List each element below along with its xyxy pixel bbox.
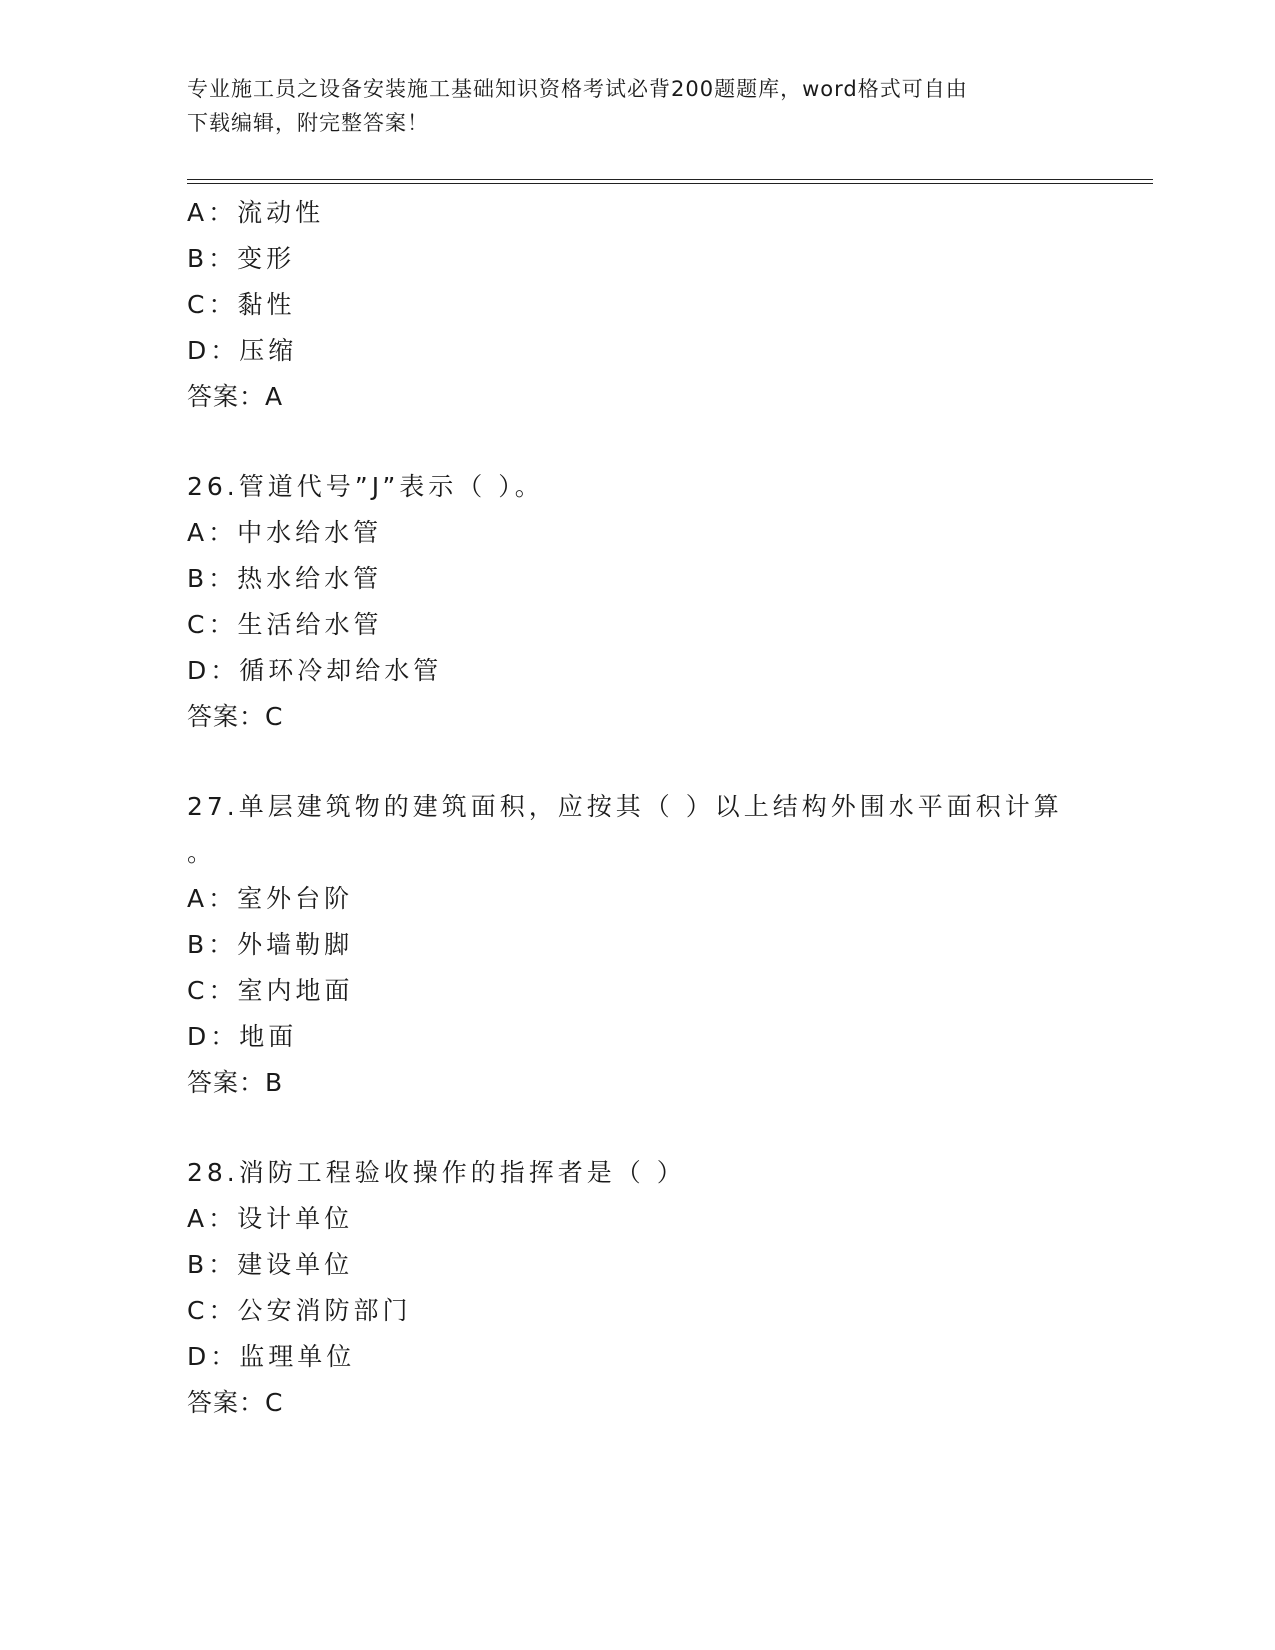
header-divider-bottom — [187, 183, 1153, 184]
header-title-line-1: 专业施工员之设备安装施工基础知识资格考试必背200题题库，word格式可自由 — [187, 77, 968, 101]
answer-line: 答案：C — [187, 702, 284, 731]
header-divider-top — [187, 179, 1153, 180]
option-d: D：压缩 — [187, 336, 298, 365]
question-stem: 28.消防工程验收操作的指挥者是（ ） — [187, 1158, 686, 1187]
question-block-28 — [187, 1150, 1137, 1426]
question-stem: 26.管道代号”J”表示（ ）。 — [187, 472, 544, 501]
question-stem: 27.单层建筑物的建筑面积，应按其（ ）以上结构外围水平面积计算 — [187, 792, 1063, 821]
option-c: C：黏性 — [187, 290, 296, 319]
option-c: C：公安消防部门 — [187, 1296, 412, 1325]
option-a: A：中水给水管 — [187, 518, 383, 547]
question-block-27 — [187, 784, 1137, 1106]
question-block-26 — [187, 464, 1137, 740]
question-list — [187, 190, 1137, 1426]
option-c: C：室内地面 — [187, 976, 354, 1005]
option-a: A：流动性 — [187, 198, 325, 227]
option-c: C：生活给水管 — [187, 610, 383, 639]
option-d: D：地面 — [187, 1022, 298, 1051]
option-b: B：变形 — [187, 244, 296, 273]
header-title-line-2: 下载编辑，附完整答案！ — [187, 111, 429, 135]
question-stem-continuation: 。 — [187, 838, 217, 867]
document-header — [187, 72, 1067, 140]
option-a: A：设计单位 — [187, 1204, 354, 1233]
option-b: B：外墙勒脚 — [187, 930, 354, 959]
answer-line: 答案：C — [187, 1388, 284, 1417]
option-b: B：建设单位 — [187, 1250, 354, 1279]
option-a: A：室外台阶 — [187, 884, 354, 913]
option-d: D：监理单位 — [187, 1342, 356, 1371]
answer-line: 答案：A — [187, 382, 284, 411]
question-block-prev — [187, 190, 1137, 420]
answer-line: 答案：B — [187, 1068, 284, 1097]
option-b: B：热水给水管 — [187, 564, 383, 593]
option-d: D：循环冷却给水管 — [187, 656, 443, 685]
